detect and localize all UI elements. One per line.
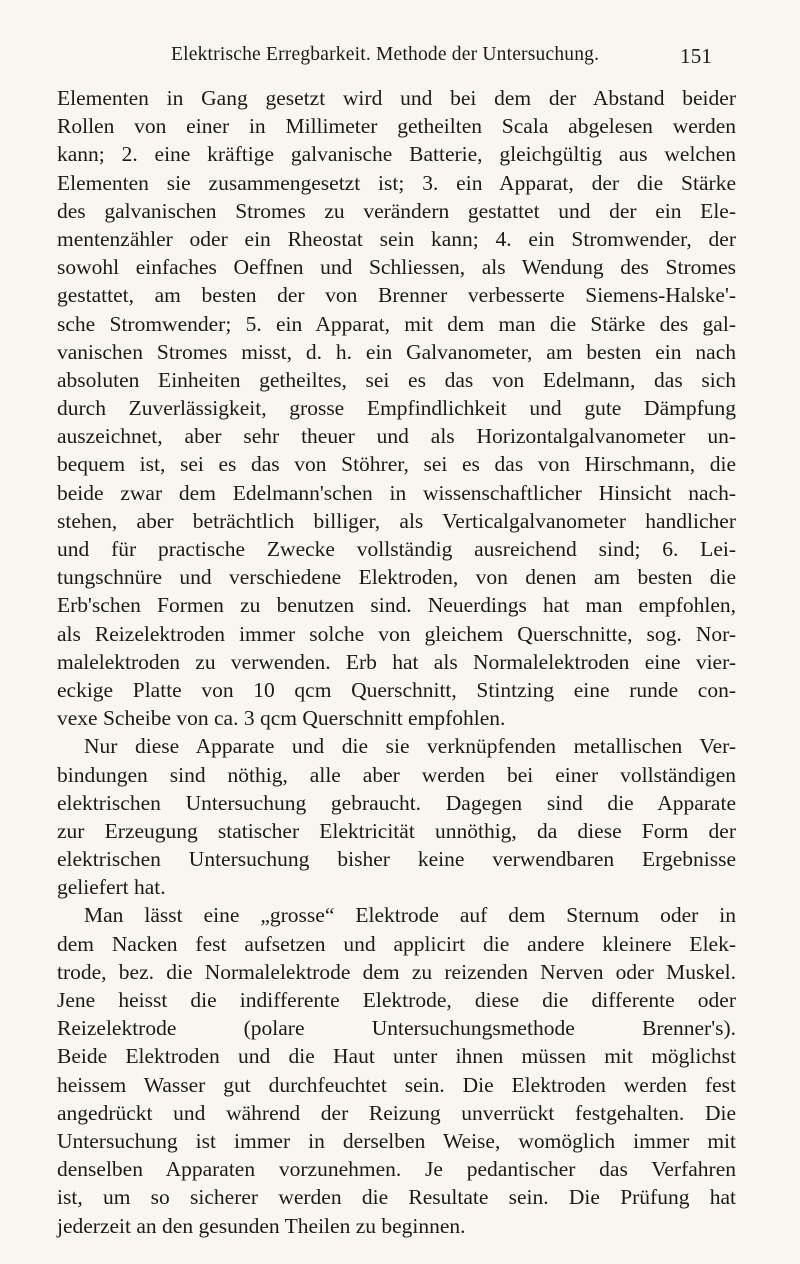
text-line: bequem ist, sei es das von Stöhrer, sei es das von Hirschmann, die: [57, 452, 736, 477]
text-line: tungschnüre und verschiedene Elektroden, von denen am besten die: [57, 565, 736, 590]
text-line: beide zwar dem Edelmann'schen in wissenschaftlicher Hinsicht nach-: [57, 480, 736, 505]
text-line: bindungen sind nöthig, alle aber werden bei einer vollständigen: [57, 762, 736, 787]
text-line: stehen, aber beträchtlich billiger, als Verticalgalvanometer handlicher: [57, 508, 736, 533]
text-line: absoluten Einheiten getheiltes, sei es das von Edelmann, das sich: [57, 367, 736, 392]
text-line: und für practische Zwecke vollständig ausreichend sind; 6. Lei-: [57, 537, 736, 561]
text-line: Erb'schen Formen zu benutzen sind. Neuerdings hat man empfohlen,: [57, 593, 736, 618]
text-line: ist, um so sicherer werden die Resultate sein. Die Prüfung hat: [57, 1185, 736, 1210]
page-number: 151: [680, 44, 713, 68]
text-line: Reizelektrode (polare Untersuchungsmethode Brenner's).: [57, 1016, 736, 1041]
text-line: Beide Elektroden und die Haut unter ihnen müssen mit möglichst: [57, 1044, 736, 1069]
text-line: vanischen Stromes misst, d. h. ein Galvanometer, am besten ein nach: [57, 339, 736, 364]
text-line: kann; 2. eine kräftige galvanische Batterie, gleichgültig aus welchen: [57, 142, 736, 167]
text-line: heissem Wasser gut durchfeuchtet sein. Die Elektroden werden fest: [57, 1072, 736, 1097]
body-text: [57, 84, 736, 1240]
text-line: sowohl einfaches Oeffnen und Schliessen, als Wendung des Stromes: [57, 255, 736, 280]
text-line: zur Erzeugung statischer Elektricität unnöthig, da diese Form der: [57, 818, 736, 843]
paragraph-start-line: Nur diese Apparate und die sie verknüpfenden metallischen Ver-: [84, 734, 736, 759]
text-line: trode, bez. die Normalelektrode dem zu reizenden Nerven oder Muskel.: [57, 959, 736, 984]
text-line: Elementen in Gang gesetzt wird und bei dem der Abstand beider: [57, 86, 736, 110]
header-title: Elektrische Erregbarkeit. Methode der Untersuchung.: [171, 44, 600, 65]
text-line: Jene heisst die indifferente Elektrode, diese die differente oder: [57, 988, 736, 1012]
text-line: durch Zuverlässigkeit, grosse Empfindlichkeit und gute Dämpfung: [57, 396, 736, 421]
text-line: geliefert hat.: [57, 875, 166, 900]
text-line: eckige Platte von 10 qcm Querschnitt, Stintzing eine runde con-: [57, 677, 736, 702]
text-line: dem Nacken fest aufsetzen und applicirt die andere kleinere Elek-: [57, 931, 736, 956]
text-line: als Reizelektroden immer solche von gleichem Querschnitte, sog. Nor-: [57, 621, 736, 646]
running-header: [0, 44, 800, 72]
text-line: vexe Scheibe von ca. 3 qcm Querschnitt empfohlen.: [57, 706, 506, 731]
text-line: elektrischen Untersuchung gebraucht. Dagegen sind die Apparate: [57, 790, 736, 815]
text-line: jederzeit an den gesunden Theilen zu beginnen.: [57, 1213, 466, 1238]
text-line: Rollen von einer in Millimeter getheilten Scala abgelesen werden: [57, 114, 736, 139]
text-line: Elementen sie zusammengesetzt ist; 3. ein Apparat, der die Stärke: [57, 170, 736, 195]
text-line: elektrischen Untersuchung bisher keine verwendbaren Ergebnisse: [57, 847, 736, 872]
text-line: des galvanischen Stromes zu verändern gestattet und der ein Ele-: [57, 198, 736, 223]
text-line: auszeichnet, aber sehr theuer und als Horizontalgalvanometer un-: [57, 424, 736, 449]
text-line: Untersuchung ist immer in derselben Weise, womöglich immer mit: [57, 1128, 736, 1153]
text-line: malelektroden zu verwenden. Erb hat als Normalelektroden eine vier-: [57, 649, 736, 674]
text-line: mentenzähler oder ein Rheostat sein kann; 4. ein Stromwender, der: [57, 226, 736, 251]
text-line: gestattet, am besten der von Brenner verbesserte Siemens-Halske'-: [57, 283, 736, 308]
text-line: denselben Apparaten vorzunehmen. Je pedantischer das Verfahren: [57, 1157, 736, 1182]
text-line: angedrückt und während der Reizung unverrückt festgehalten. Die: [57, 1100, 736, 1125]
text-line: sche Stromwender; 5. ein Apparat, mit dem man die Stärke des gal-: [57, 311, 736, 336]
paragraph-start-line: Man lässt eine „grosse“ Elektrode auf dem Sternum oder in: [84, 903, 736, 928]
